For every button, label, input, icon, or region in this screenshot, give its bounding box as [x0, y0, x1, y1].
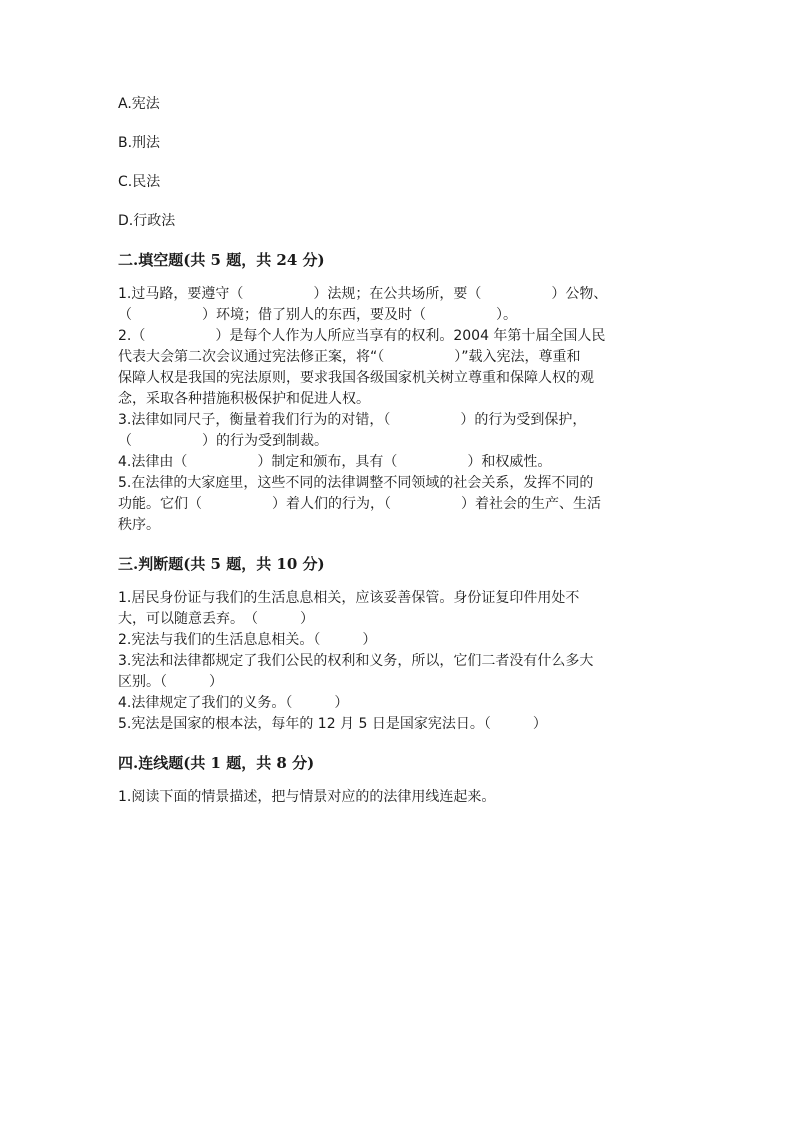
option-b: B.刑法: [118, 135, 161, 151]
question-line: 功能。它们（ ）着人们的行为，（ ）着社会的生产、生活: [118, 496, 601, 512]
question-item: [118, 452, 678, 473]
question-item: [118, 693, 678, 714]
question-item: [118, 326, 678, 410]
question-line: 区别。（ ）: [118, 674, 223, 690]
section-matching: [118, 753, 678, 808]
question-item: [118, 787, 678, 808]
question-line: （ ）环境；借了别人的东西，要及时（ ）。: [118, 307, 517, 323]
question-line: 保障人权是我国的宪法原则，要求我国各级国家机关树立尊重和保障人权的观: [118, 370, 594, 386]
question-line: 3.宪法和法律都规定了我们公民的权利和义务，所以，它们二者没有什么多大: [118, 653, 594, 669]
question-line: 4.法律规定了我们的义务。（ ）: [118, 695, 349, 711]
question-line: 4.法律由（ ）制定和颁布，具有（ ）和权威性。: [118, 454, 552, 470]
question-item: [118, 473, 678, 536]
question-item: [118, 284, 678, 326]
question-line: 1.过马路，要遵守（ ）法规；在公共场所，要（ ）公物、: [118, 286, 608, 302]
question-line: 2.宪法与我们的生活息息相关。（ ）: [118, 632, 377, 648]
section-title: 三.判断题(共 5 题，共 10 分): [118, 555, 325, 573]
question-item: [118, 410, 678, 452]
question-line: 2.（ ）是每个人作为人所应当享有的权利。2004 年第十届全国人民: [118, 328, 606, 344]
question-item: [118, 714, 678, 735]
question-line: 秩序。: [118, 517, 160, 533]
question-line: 5.在法律的大家庭里，这些不同的法律调整不同领域的社会关系，发挥不同的: [118, 475, 594, 491]
option-c: C.民法: [118, 174, 161, 190]
option-d: D.行政法: [118, 213, 176, 229]
document-content: [118, 94, 678, 826]
section-title: 四.连线题(共 1 题，共 8 分): [118, 754, 315, 772]
section-true-false: [118, 554, 678, 735]
section-title: 二.填空题(共 5 题，共 24 分): [118, 251, 325, 269]
choice-options: [118, 94, 678, 231]
section-fill-in-blanks: [118, 250, 678, 536]
question-line: 1.居民身份证与我们的生活息息相关，应该妥善保管。身份证复印件用处不: [118, 590, 580, 606]
question-line: 5.宪法是国家的根本法，每年的 12 月 5 日是国家宪法日。（ ）: [118, 716, 547, 732]
option-a: A.宪法: [118, 96, 160, 112]
question-line: 大，可以随意丢弃。 （ ）: [118, 611, 314, 627]
question-line: 代表大会第二次会议通过宪法修正案，将“（ ）”载入宪法，尊重和: [118, 349, 581, 365]
question-line: （ ）的行为受到制裁。: [118, 433, 328, 449]
question-item: [118, 588, 678, 630]
question-line: 1.阅读下面的情景描述，把与情景对应的的法律用线连起来。: [118, 789, 496, 805]
question-item: [118, 630, 678, 651]
question-line: 3.法律如同尺子，衡量着我们行为的对错，（ ）的行为受到保护，: [118, 412, 587, 428]
question-item: [118, 651, 678, 693]
question-line: 念，采取各种措施积极保护和促进人权。: [118, 391, 370, 407]
